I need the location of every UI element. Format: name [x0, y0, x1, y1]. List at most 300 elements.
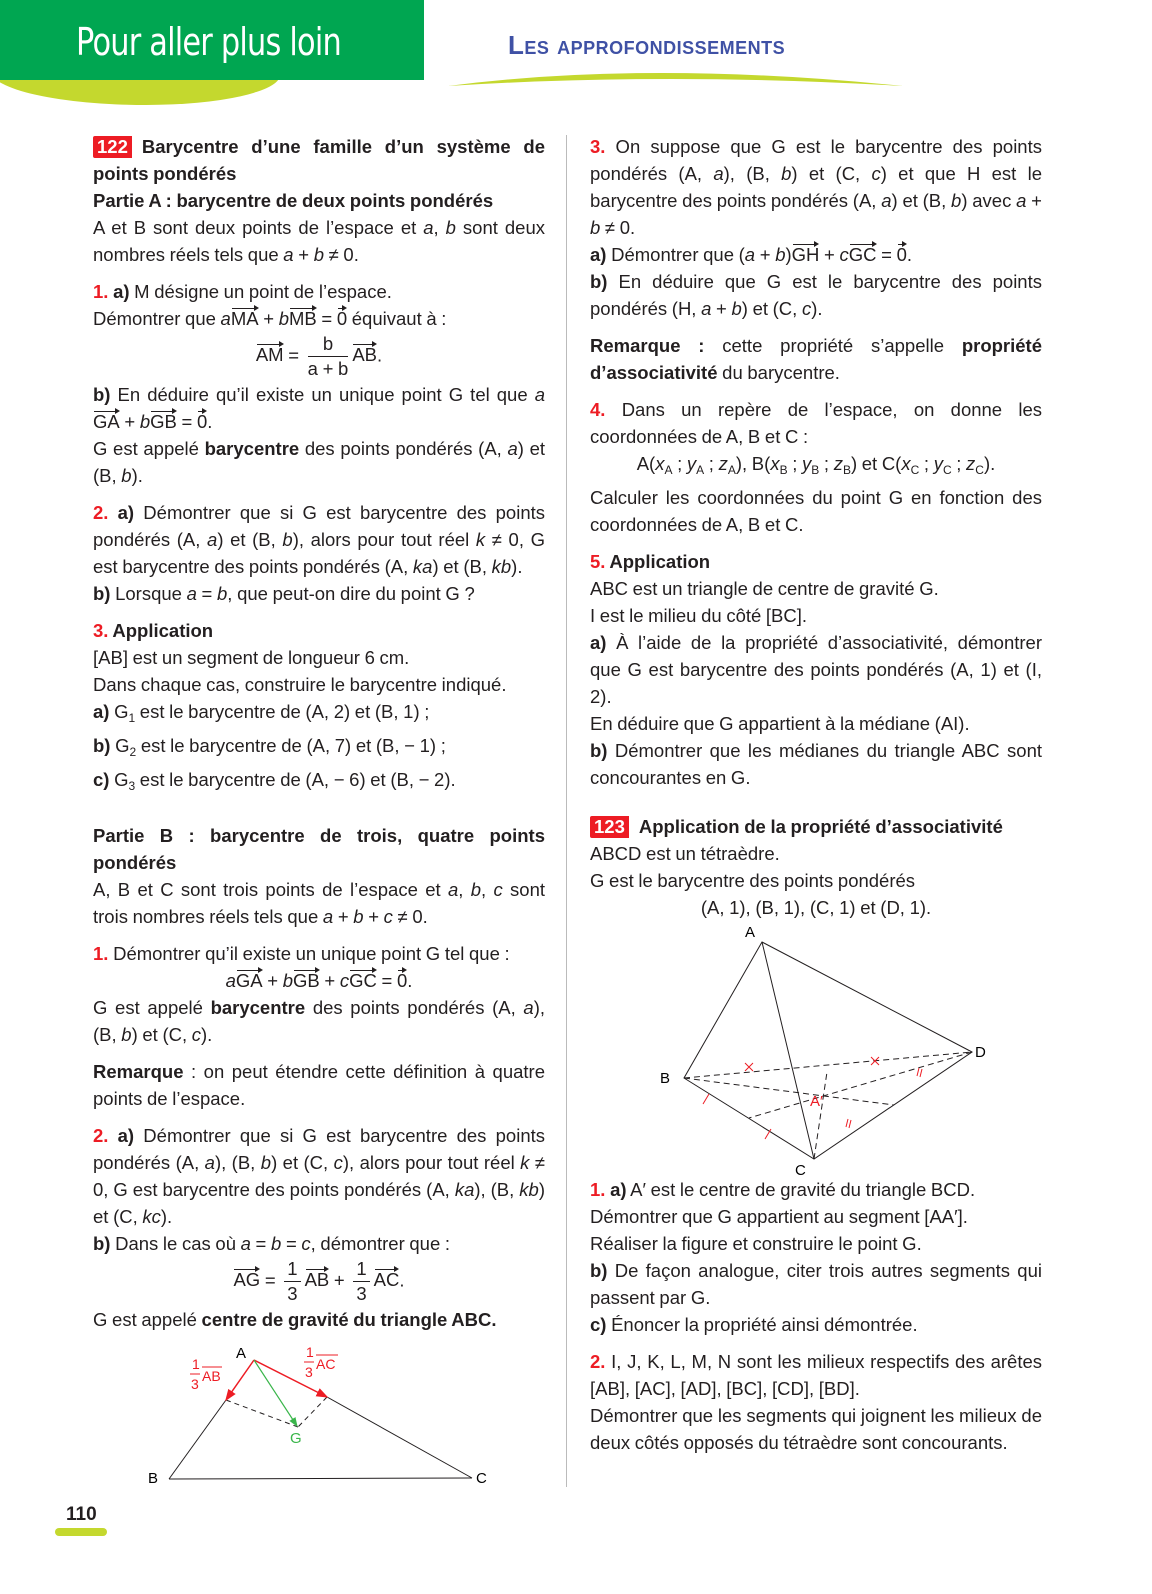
text: ) et que H est le barycentre des points pondérés (A, — [590, 163, 1042, 211]
text: A( — [636, 453, 656, 474]
label-g: G — [290, 1430, 302, 1447]
math-variable: kb — [491, 556, 512, 577]
paragraph — [590, 1348, 1042, 1402]
text: cette propriété s’appelle — [704, 335, 962, 356]
text: . — [377, 344, 383, 366]
text: ). — [131, 465, 143, 486]
vector: 0 — [337, 305, 347, 329]
text: est le barycentre de (A, 2) et (B, 1) ; — [135, 701, 430, 722]
text: est le barycentre de (A, − 6) et (B, − 2). — [135, 769, 456, 790]
text: I est le milieu du côté [BC]. — [590, 605, 808, 626]
paragraph — [590, 894, 1042, 921]
math-variable: y — [686, 453, 697, 474]
text: À l’aide de la propriété d’associativité, démontrer que G est barycentre des points pondérés (A, 1) et (I, 2). — [590, 632, 1042, 707]
text: , — [433, 217, 446, 238]
exercise-number-badge: 123 — [590, 816, 629, 838]
paragraph — [93, 766, 545, 800]
text: . — [399, 1269, 405, 1291]
paragraph — [93, 1122, 545, 1230]
subscript: 2 — [129, 745, 137, 759]
vector: GC — [349, 967, 377, 991]
svg-text:1: 1 — [192, 1356, 200, 1372]
text: G — [110, 735, 130, 756]
text: ) — [785, 244, 792, 265]
text: ) et C( — [850, 453, 902, 474]
text: ; — [919, 453, 934, 474]
text: A′ est le centre de gravité du triangle BCD. — [626, 1179, 976, 1200]
vector: AG — [233, 1266, 260, 1290]
paragraph — [93, 305, 545, 332]
math-variable: c — [301, 1233, 311, 1254]
math-variable: ka — [454, 1179, 475, 1200]
paragraph — [590, 710, 1042, 737]
text: + — [819, 244, 840, 265]
subscript: B — [842, 463, 851, 477]
text: Démontrer que — [93, 308, 221, 329]
math-variable: b — [121, 1024, 132, 1045]
paragraph — [590, 396, 1042, 450]
subscript: A — [664, 463, 673, 477]
vector: AM — [256, 341, 284, 365]
math-variable: kb — [519, 1179, 539, 1200]
math-variable: x — [655, 453, 665, 474]
paragraph — [93, 876, 545, 930]
section-subtitle: Les approfondissements — [508, 30, 786, 60]
text: ; — [704, 453, 719, 474]
math-variable: a — [186, 583, 197, 604]
text: ) et (B, — [891, 190, 952, 211]
bold-text: a) — [605, 1179, 627, 1200]
bold-text: Application — [605, 551, 711, 572]
text: I, J, K, L, M, N sont les milieux respectifs des arêtes [AB], [AC], [AD], [BC], [CD], [BD]. — [590, 1351, 1042, 1399]
bold-text: b) — [590, 740, 608, 761]
text: ), B( — [735, 453, 771, 474]
paragraph — [93, 580, 545, 607]
subscript: A — [696, 463, 705, 477]
vector: 0 — [897, 241, 907, 265]
math-variable: a — [225, 970, 236, 991]
text: G est appelé — [93, 438, 205, 459]
bold-text: propriété d’associativité — [590, 335, 1042, 383]
paragraph — [590, 450, 1042, 484]
text: = — [283, 344, 304, 366]
subscript: B — [779, 463, 788, 477]
vector: GA — [93, 408, 120, 432]
bold-text: a) — [590, 632, 607, 653]
paragraph — [93, 822, 545, 876]
text: des points pondérés (A, — [299, 438, 508, 459]
vector: AB — [305, 1266, 330, 1290]
text: A et B sont deux points de l’espace et — [93, 217, 424, 238]
bold-text: a) — [590, 244, 607, 265]
math-variable: a — [240, 1233, 251, 1254]
text: ), (B, — [93, 997, 545, 1045]
svg-text:AC: AC — [316, 1356, 336, 1372]
bold-text: b) — [93, 735, 111, 756]
paragraph — [590, 602, 1042, 629]
vector: 0 — [197, 408, 207, 432]
numerator: 1 — [353, 1257, 369, 1282]
text: du barycentre. — [717, 362, 840, 383]
text: A, B et C sont trois points de l’espace et — [93, 879, 448, 900]
vector: GB — [150, 408, 177, 432]
math-variable: a — [744, 244, 756, 265]
text: + — [329, 1269, 350, 1291]
text: En déduire que G est le barycentre des points pondérés (H, — [590, 271, 1042, 319]
vector: GA — [236, 967, 263, 991]
left-column — [93, 133, 545, 1484]
bold-text: b) — [93, 583, 111, 604]
math-variable: x — [770, 453, 780, 474]
question-number: 2. — [590, 1351, 606, 1372]
math-variable: b — [271, 1233, 282, 1254]
bold-text: barycentre — [210, 997, 306, 1018]
math-variable: c — [493, 879, 503, 900]
text: , — [458, 879, 471, 900]
text: Démontrer que G appartient au segment [AA′]. — [590, 1206, 968, 1227]
math-variable: ka — [412, 556, 433, 577]
paragraph — [590, 1176, 1042, 1203]
text: équivaut à : — [347, 308, 447, 329]
numerator: b — [308, 332, 349, 357]
text: = — [250, 1233, 272, 1254]
question-number: 5. — [590, 551, 606, 572]
paragraph — [590, 1230, 1042, 1257]
bold-text: Remarque — [93, 1061, 184, 1082]
text: + — [363, 906, 384, 927]
vector: GH — [792, 241, 820, 265]
text: ; — [672, 453, 687, 474]
math-variable: a — [322, 906, 334, 927]
text: G — [109, 701, 129, 722]
figure-container — [93, 1339, 545, 1484]
text: ) et (C, — [741, 298, 802, 319]
text: Barycentre d’une famille d’un système de points pondérés — [93, 136, 545, 184]
text: G est appelé — [93, 997, 211, 1018]
paragraph — [93, 967, 545, 994]
math-variable: b — [139, 411, 151, 432]
math-variable: b — [278, 308, 289, 329]
text: Démontrer qu’il existe un unique point G tel que : — [108, 943, 510, 964]
text: = — [376, 970, 397, 991]
text: ) et (B, — [217, 529, 283, 550]
question-number: 2. — [93, 1125, 109, 1146]
svg-text:3: 3 — [191, 1376, 199, 1392]
text: ). — [160, 1206, 173, 1227]
paragraph — [93, 435, 545, 489]
paragraph — [590, 268, 1042, 322]
math-variable: c — [801, 298, 812, 319]
triangle-figure — [140, 1339, 500, 1484]
math-variable: a — [881, 190, 892, 211]
text: Démontrer que si G est barycentre des points pondérés (A, — [93, 502, 545, 550]
denominator: a + b — [307, 358, 349, 379]
svg-text:3: 3 — [305, 1364, 313, 1380]
question-number: 1. — [590, 1179, 606, 1200]
bold-text: a) — [108, 502, 135, 523]
text: ≠ 0. — [323, 244, 359, 265]
bold-text: a) — [108, 281, 130, 302]
text: ABCD est un tétraèdre. — [590, 843, 780, 864]
bold-text: Partie B : barycentre de trois, quatre points pondérés — [93, 825, 545, 873]
svg-text:AB: AB — [202, 1368, 221, 1384]
text: ≠ 0, G est barycentre des points pondérés (A, — [93, 1152, 545, 1200]
paragraph — [590, 1402, 1042, 1456]
question-number: 1. — [93, 943, 109, 964]
exercise-number-badge: 122 — [93, 136, 132, 158]
question-number: 4. — [590, 399, 606, 420]
subscript: C — [942, 463, 952, 477]
text: ), alors pour tout réel — [342, 1152, 521, 1173]
math-variable: z — [966, 453, 976, 474]
subscript: 1 — [128, 711, 136, 725]
text: : on peut étendre cette définition à quatre points de l’espace. — [93, 1061, 545, 1109]
text: . — [207, 411, 213, 432]
denominator: 3 — [356, 1283, 367, 1304]
text: Réaliser la figure et construire le point G. — [590, 1233, 922, 1254]
text: + — [119, 411, 140, 432]
fraction — [308, 332, 349, 381]
svg-text:1: 1 — [306, 1344, 314, 1360]
text: sont deux nombres réels tels que — [93, 217, 545, 265]
denominator: 3 — [287, 1283, 298, 1304]
math-variable: b — [217, 583, 228, 604]
text: . — [906, 244, 913, 265]
text: + — [711, 298, 732, 319]
paragraph — [590, 548, 1042, 575]
paragraph — [93, 671, 545, 698]
text: des points pondérés (A, — [305, 997, 524, 1018]
paragraph — [93, 1257, 545, 1306]
text: , que peut-on dire du point G ? — [227, 583, 475, 604]
paragraph — [590, 484, 1042, 538]
label-c: C — [795, 1162, 806, 1176]
math-variable: b — [260, 1152, 272, 1173]
label-third-vectors — [190, 1344, 338, 1392]
math-variable: b — [282, 529, 293, 550]
bold-text: Partie A : barycentre de deux points pondérés — [93, 190, 494, 211]
math-variable: a — [523, 997, 534, 1018]
vector-third-ab — [226, 1360, 254, 1400]
math-variable: c — [383, 906, 393, 927]
text: + — [293, 244, 314, 265]
text: Dans chaque cas, construire le barycentre indiqué. — [93, 674, 507, 695]
text: ). — [511, 556, 523, 577]
text: G — [109, 769, 129, 790]
exercise-title — [93, 133, 545, 187]
paragraph — [93, 617, 545, 644]
question-number: 1. — [93, 281, 109, 302]
bold-text: Application — [108, 620, 214, 641]
label-b: B — [148, 1470, 159, 1484]
vector: AB — [352, 341, 377, 365]
math-variable: c — [871, 163, 881, 184]
paragraph — [590, 1203, 1042, 1230]
bold-text: centre de gravité du triangle ABC. — [201, 1309, 497, 1330]
text: ). — [201, 1024, 213, 1045]
text: = — [176, 411, 197, 432]
text: Démontrer que les segments qui joignent les milieux de deux côtés opposés du tétraèdre sont concourants. — [590, 1405, 1042, 1453]
text: ) et (C, — [93, 1179, 545, 1227]
question-number: 3. — [93, 620, 109, 641]
numerator: 1 — [284, 1257, 300, 1282]
text: ). — [983, 453, 996, 474]
paragraph — [93, 499, 545, 580]
tetrahedron-figure — [590, 921, 1042, 1176]
paragraph — [93, 278, 545, 305]
subscript: A — [727, 463, 736, 477]
math-variable: a — [713, 163, 724, 184]
bold-text: a) — [93, 701, 110, 722]
paragraph — [93, 1230, 545, 1257]
math-variable: b — [445, 217, 456, 238]
text: = — [196, 583, 217, 604]
math-variable: y — [933, 453, 943, 474]
bold-text: barycentre — [204, 438, 300, 459]
dashed-line — [226, 1400, 298, 1427]
section-title: Pour aller plus loin — [76, 20, 341, 64]
text: + — [262, 970, 283, 991]
math-variable: a — [220, 308, 231, 329]
math-variable: b — [470, 879, 482, 900]
math-variable: a — [207, 529, 218, 550]
bold-text: c) — [590, 1314, 607, 1335]
text: + — [319, 970, 340, 991]
math-variable: x — [901, 453, 911, 474]
math-variable: c — [191, 1024, 201, 1045]
math-variable: b — [282, 970, 294, 991]
text: ), (B, — [723, 163, 782, 184]
text: . — [407, 970, 413, 991]
text: Démontrer que si G est barycentre des points pondérés (A, — [93, 1125, 545, 1173]
paragraph — [93, 644, 545, 671]
math-variable: a — [534, 384, 545, 405]
right-column — [590, 133, 1042, 1456]
vector: MA — [231, 305, 259, 329]
text: ) avec — [961, 190, 1017, 211]
page-number-bar — [55, 1528, 107, 1536]
paragraph — [590, 241, 1042, 268]
subscript: 3 — [128, 779, 136, 793]
paragraph — [590, 629, 1042, 710]
vector: GB — [293, 967, 320, 991]
bold-text: b) — [590, 1260, 608, 1281]
paragraph — [93, 732, 545, 766]
text: Énoncer la propriété ainsi démontrée. — [606, 1314, 918, 1335]
text: De façon analogue, citer trois autres segments qui passent par G. — [590, 1260, 1042, 1308]
text: ) et (B, — [432, 556, 492, 577]
paragraph — [93, 698, 545, 732]
text: En déduire qu’il existe un unique point G tel que — [110, 384, 535, 405]
dashed-line — [298, 1397, 327, 1427]
text: ; — [951, 453, 967, 474]
math-variable: b — [775, 244, 786, 265]
math-variable: a — [507, 438, 518, 459]
math-variable: z — [718, 453, 728, 474]
text: ≠ 0, G est barycentre des points pondérés (A, — [93, 529, 545, 577]
math-variable: b — [590, 217, 601, 238]
fraction — [284, 1257, 300, 1306]
vector: 0 — [397, 967, 407, 991]
label-a-prime: A′ — [810, 1093, 823, 1110]
text: (A, 1), (B, 1), (C, 1) et (D, 1). — [700, 897, 932, 918]
paragraph — [93, 1058, 545, 1112]
paragraph — [590, 133, 1042, 241]
paragraph — [93, 332, 545, 381]
math-variable: a — [1016, 190, 1027, 211]
math-variable: k — [520, 1152, 530, 1173]
side-ab — [169, 1400, 226, 1479]
label-a: A — [236, 1345, 247, 1362]
text: ≠ 0. — [600, 217, 636, 238]
vector: AC — [374, 1266, 400, 1290]
text: ), (B, — [214, 1152, 261, 1173]
label-b: B — [660, 1070, 671, 1087]
vector: MB — [289, 305, 317, 329]
math-variable: a — [204, 1152, 215, 1173]
math-variable: c — [333, 1152, 343, 1173]
math-variable: b — [781, 163, 792, 184]
text: En déduire que G appartient à la médiane (AI). — [590, 713, 970, 734]
paragraph — [93, 214, 545, 268]
text: ) et (C, — [271, 1152, 334, 1173]
side-bc — [169, 1478, 472, 1479]
math-variable: b — [121, 465, 132, 486]
text: = — [281, 1233, 302, 1254]
text: Lorsque — [110, 583, 187, 604]
question-number: 2. — [93, 502, 109, 523]
text: = — [260, 1269, 281, 1291]
fraction — [353, 1257, 369, 1306]
math-variable: a — [701, 298, 712, 319]
text: G est appelé — [93, 1309, 202, 1330]
text: = — [316, 308, 337, 329]
label-d: D — [975, 1044, 986, 1061]
paragraph — [93, 381, 545, 435]
math-variable: c — [339, 970, 350, 991]
text: ABC est un triangle de centre de gravité G. — [590, 578, 939, 599]
bold-text: Application de la propriété d’associativité — [638, 816, 1003, 837]
text: + — [755, 244, 776, 265]
math-variable: b — [731, 298, 742, 319]
text: , — [481, 879, 494, 900]
math-variable: z — [833, 453, 843, 474]
figure-container — [590, 921, 1042, 1176]
text: ≠ 0. — [392, 906, 428, 927]
math-variable: kc — [142, 1206, 161, 1227]
math-variable: a — [423, 217, 434, 238]
paragraph — [93, 187, 545, 214]
text: = — [876, 244, 897, 265]
text: + — [258, 308, 279, 329]
text: ; — [787, 453, 802, 474]
text: sont trois nombres réels tels que — [93, 879, 546, 927]
text: Calculer les coordonnées du point G en fonction des coordonnées de A, B et C. — [590, 487, 1042, 535]
paragraph — [590, 1257, 1042, 1311]
text: + — [333, 906, 354, 927]
label-a: A — [745, 924, 756, 941]
text: Démontrer que les médianes du triangle ABC sont concourantes en G. — [590, 740, 1042, 788]
bold-text: c) — [93, 769, 110, 790]
text: On suppose que G est le barycentre des points pondérés (A, — [590, 136, 1042, 184]
text: ), (B, — [474, 1179, 520, 1200]
math-variable: b — [951, 190, 962, 211]
label-c: C — [476, 1470, 487, 1484]
math-variable: a — [283, 244, 294, 265]
bold-text: Remarque : — [590, 335, 705, 356]
text: ) et (C, — [131, 1024, 192, 1045]
paragraph — [590, 840, 1042, 867]
